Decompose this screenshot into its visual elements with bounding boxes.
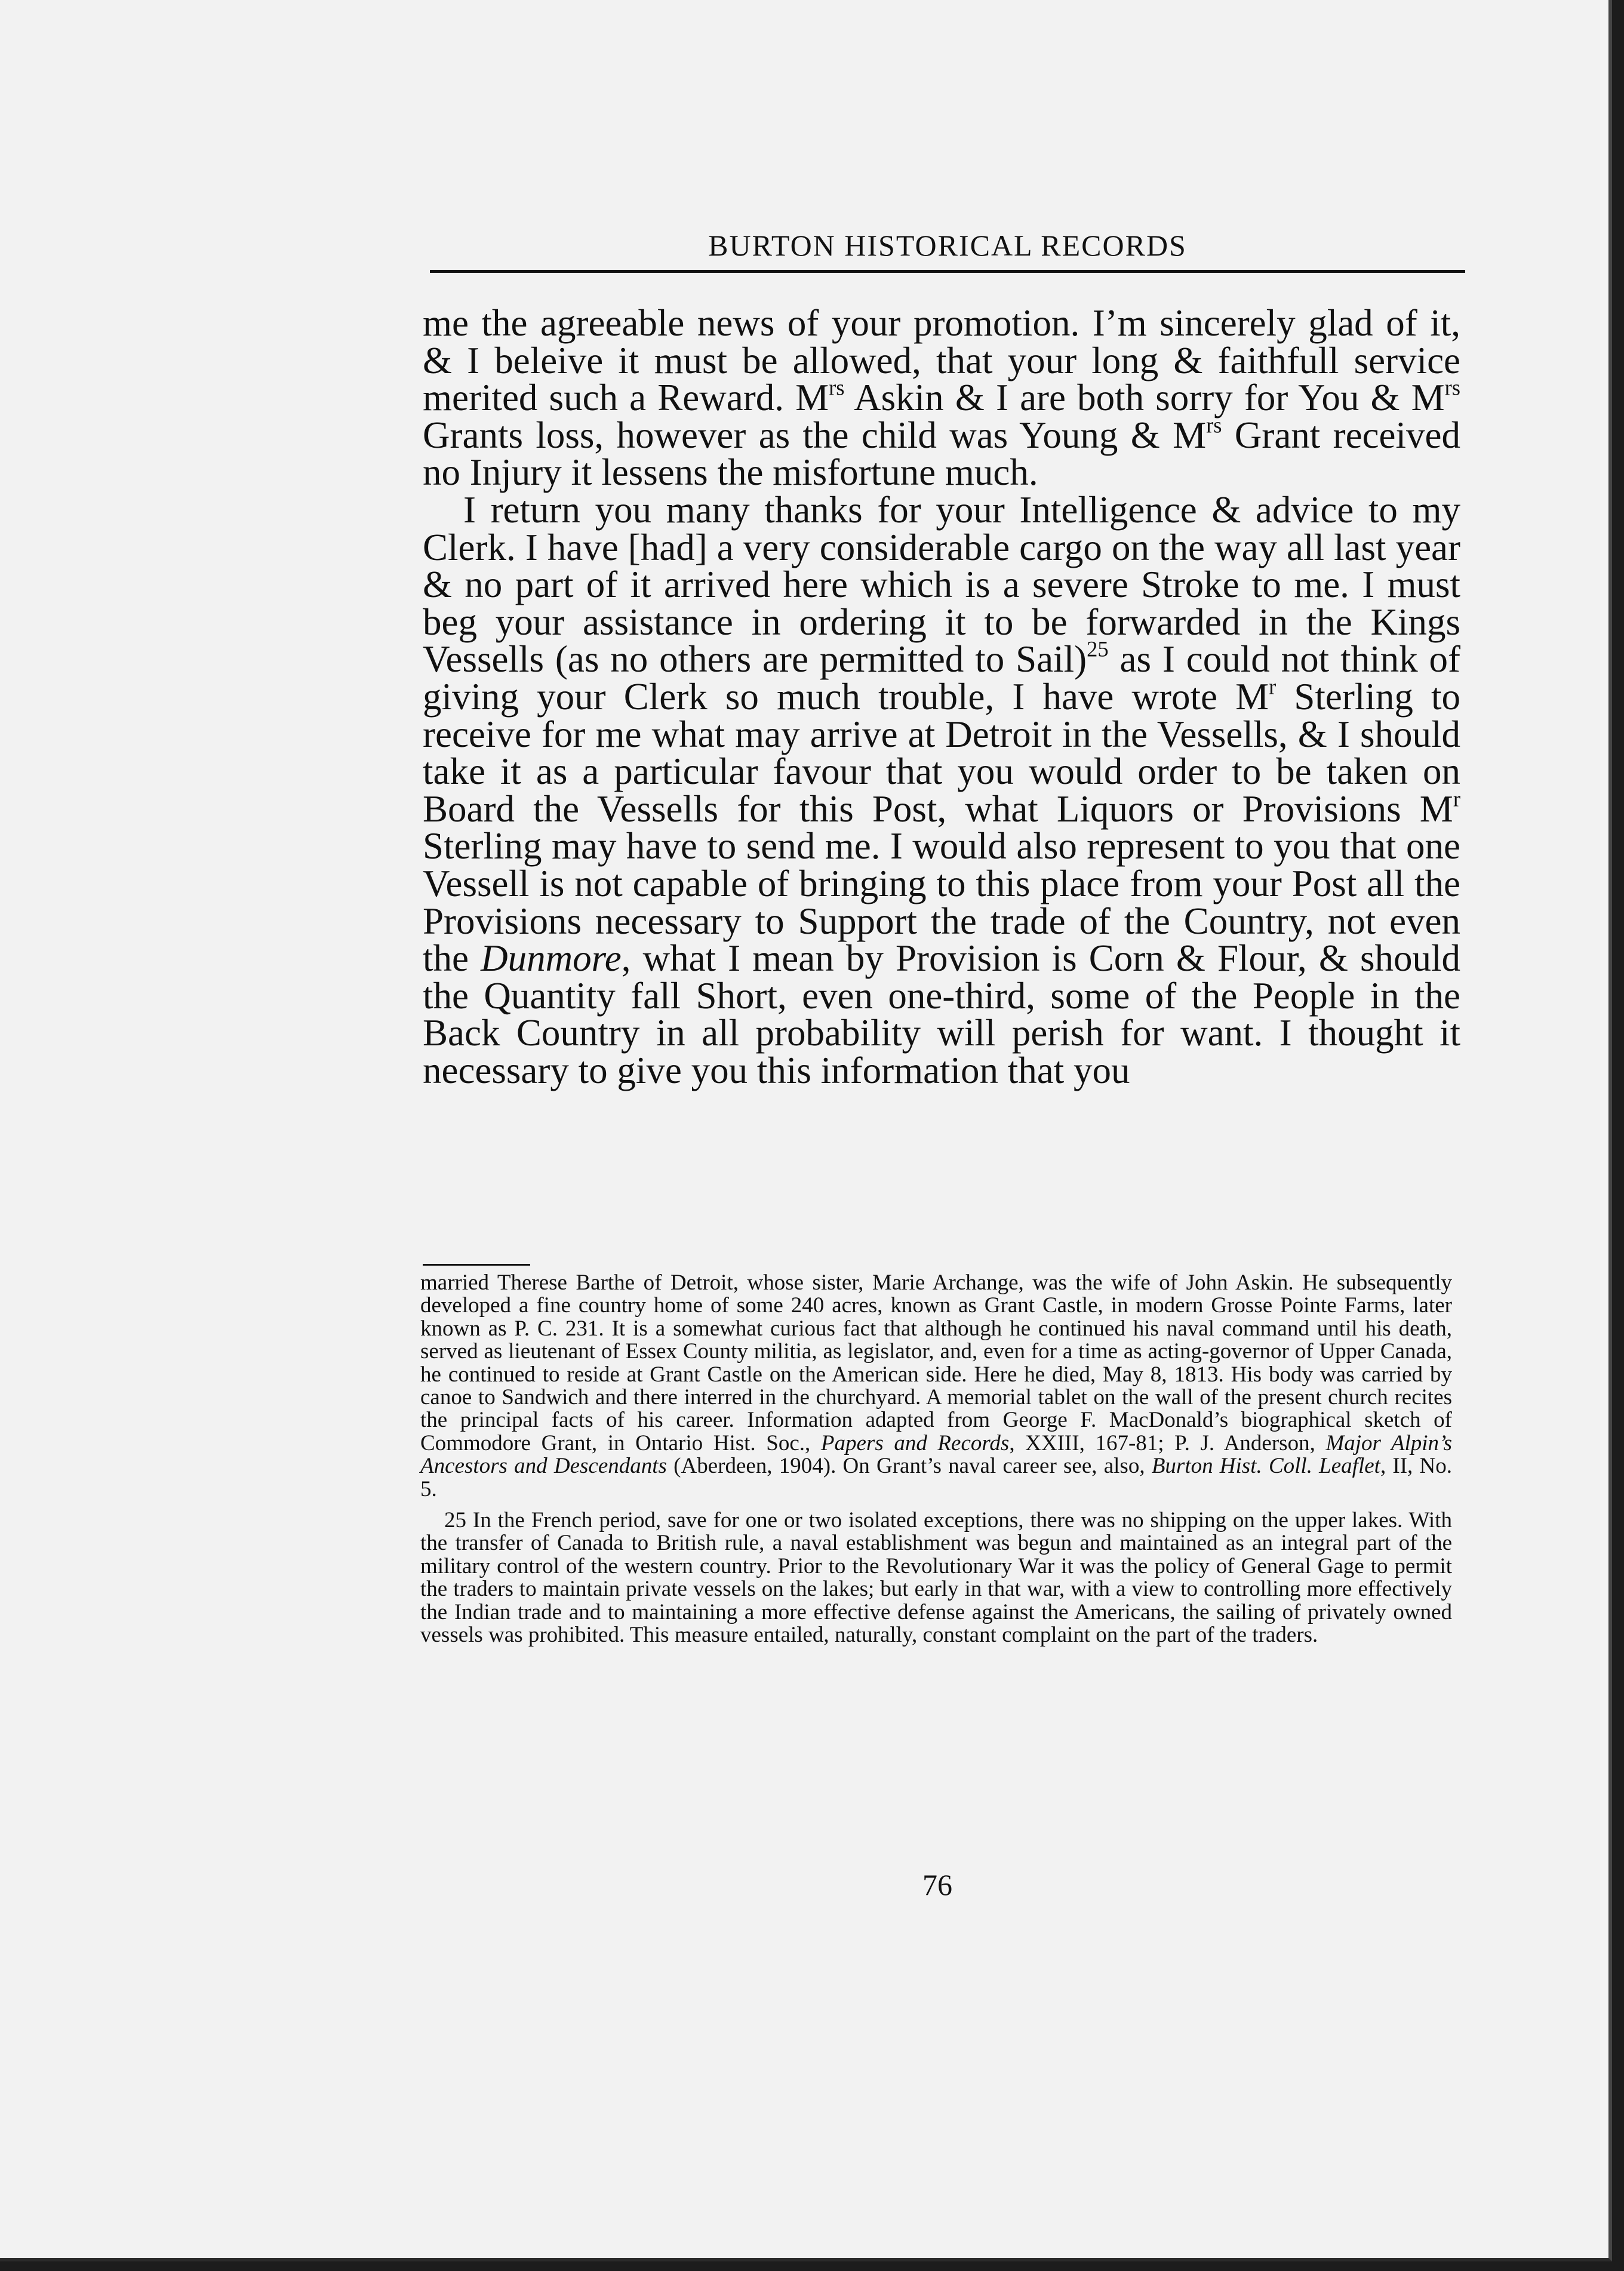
p2-text-c: Sterling to receive for me what may arrive at Detroit in the Vessells, & I should take it as a particular favour that you would order to be taken on Board the Vessells for this Post, what Liquors or Provisions M xyxy=(423,675,1461,830)
fn-cont-text-d: , II, No. 5. xyxy=(420,1454,1452,1501)
letter-body xyxy=(423,304,1460,1089)
p1-text-c: Grants loss, however as the child was Young & M xyxy=(423,414,1207,456)
p1-superscript-3: rs xyxy=(1206,413,1222,438)
p2-text-d: Sterling may have to send me. I would also represent to you that one Vessell is not capable of bringing to this place from your Post all the Provisions necessary to Support the trade of the Country, not even the xyxy=(423,825,1460,980)
p1-text-b: Askin & I are both sorry for You & M xyxy=(844,377,1445,419)
footnote-25-text: In the French period, save for one or two isolated exceptions, there was no shipping on the upper lakes. With the transfer of Canada to British rule, a naval establishment was begun and maintained as an integral part of the military control of the western country. Prior to the Revolutionary War it was the policy of General Gage to permit the traders to maintain private vessels on the lakes; but early in that war, with a view to controlling more effectively the Indian trade and to maintaining a more effective defense against the Americans, the sailing of privately owned vessels was prohibited. This measure entailed, naturally, constant complaint on the part of the traders. xyxy=(420,1508,1452,1648)
paragraph-1 xyxy=(423,302,1461,494)
paragraph-2 xyxy=(423,488,1461,1091)
p1-text-d: Grant received no Injury it lessens the misfortune much. xyxy=(423,414,1460,494)
p1-superscript-2: rs xyxy=(1444,375,1461,400)
p2-text-b: as I could not think of giving your Clerk so much trouble, I have wrote M xyxy=(423,638,1460,718)
footnote-25 xyxy=(420,1509,1452,1647)
fn-cont-text-a: married Therese Barthe of Detroit, whose sister, Marie Archange, was the wife of John Askin. He subsequently developed a fine country home of some 240 acres, known as Grant Castle, in modern Grosse Pointe Farms, later known as P. C. 231. It is a somewhat curious fact that although he continued his naval command until his death, served as lieutenant of Essex County militia, as legislator, and, even for a time as acting-governor of Upper Canada, he continued to reside at Grant Castle on the American side. Here he died, May 8, 1813. His body was carried by canoe to Sandwich and there interred in the churchyard. A memorial tablet on the wall of the present church recites the principal facts of his career. Information adapted from George F. MacDonald’s biographical sketch of Commodore Grant, in Ontario Hist. Soc., xyxy=(420,1270,1452,1455)
footnote-rule xyxy=(423,1264,530,1266)
footnote-25-number: 25 xyxy=(444,1508,466,1533)
fn-cont-title-1: Papers and Records xyxy=(820,1430,1010,1455)
page-number: 76 xyxy=(922,1868,952,1901)
p2-text-a: I return you many thanks for your Intelligence & advice to my Clerk. I have [had] a very considerable cargo on the way all last year & no part of it arrived here which is a severe Stroke to me. I must beg your assistance in ordering it to be forwarded in the Kings Vessells (as no others are permitted to Sail) xyxy=(423,488,1460,681)
p2-superscript-2: r xyxy=(1453,786,1460,811)
footnote-reference-25: 25 xyxy=(1087,636,1109,661)
p1-text-a: me the agreeable news of your promotion. I’m sincerely glad of it, & I beleive it must be allowed, that your long & faithfull service merited such a Reward. M xyxy=(423,302,1460,419)
ship-name: Dunmore xyxy=(481,937,622,980)
running-head: BURTON HISTORICAL RECORDS xyxy=(708,229,1187,262)
fn-cont-title-2: Major Alpin’s Ancestors and Descendants xyxy=(420,1430,1452,1479)
p1-superscript-1: rs xyxy=(829,375,845,400)
footnote-continued xyxy=(420,1272,1452,1501)
fn-cont-text-b: , XXIII, 167-81; P. J. Anderson, xyxy=(1009,1430,1326,1455)
p2-text-e: , what I mean by Provision is Corn & Flour, & should the Quantity fall Short, even one-third, some of the People in the Back Country in all probability will perish for want. I thought it necessary to give you this information that you xyxy=(423,937,1460,1091)
p2-superscript-1: r xyxy=(1269,674,1277,699)
header-rule xyxy=(430,270,1465,273)
fn-cont-title-3: Burton Hist. Coll. Leaflet xyxy=(1151,1454,1380,1479)
fn-cont-text-c: (Aberdeen, 1904). On Grant’s naval career see, also, xyxy=(666,1454,1152,1479)
footnotes xyxy=(420,1272,1452,1647)
